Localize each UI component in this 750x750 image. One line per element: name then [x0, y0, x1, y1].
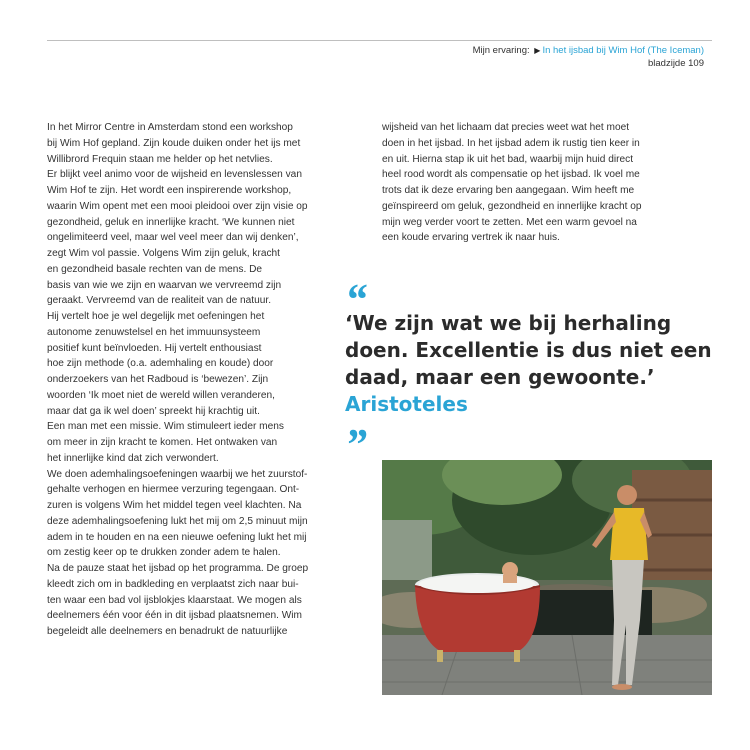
- body-line: deze ademhalingsoefening lukt het mij om 2,5 minuut mijn: [47, 515, 308, 527]
- body-line: geraakt. Vervreemd van de realiteit van de natuur.: [47, 295, 272, 307]
- body-line: woorden ‘Ik moet niet de wereld willen veranderen,: [47, 389, 275, 401]
- play-arrow-icon: ▶: [534, 46, 541, 55]
- left-column: [47, 120, 367, 640]
- body-line: ongelimiteerd veel, maar wel veel meer dan wij denken’,: [47, 232, 299, 244]
- close-quote-icon: ”: [345, 420, 367, 469]
- body-line: trots dat ik deze ervaring ben aangegaan. Wim heeft me: [382, 185, 635, 196]
- pull-quote-author: Aristoteles: [345, 392, 468, 416]
- body-line: begeleidt alle deelnemers en benadrukt de natuurlijke: [47, 626, 288, 637]
- body-line: hoe zijn methode (o.a. ademhaling en koude) door: [47, 358, 274, 370]
- body-line: doen in het ijsbad. In het ijsbad adem ik rustig tien keer in: [382, 137, 640, 149]
- pull-quote-line: ‘We zijn wat we bij herhaling: [345, 311, 672, 335]
- body-line: waarin Wim opent met een mooi pleidooi over zijn visie op: [47, 200, 308, 212]
- body-line: basis van wie we zijn en waarvan we vervreemd zijn: [47, 279, 282, 291]
- body-line: Er blijkt veel animo voor de wijsheid en levenslessen van: [47, 169, 302, 181]
- pull-quote: [345, 310, 725, 418]
- page-number: bladzijde 109: [648, 58, 704, 69]
- body-line: kleedt zich om in badkleding en verplaatst zich naar bui-: [47, 578, 299, 590]
- pull-quote-line: doen. Excellentie is dus niet een: [345, 338, 712, 362]
- body-line: Hij vertelt hoe je wel degelijk met oefeningen het: [47, 311, 265, 322]
- open-quote-icon: “: [345, 275, 367, 324]
- body-line: het innerlijke kind dat zich verwondert.: [47, 452, 219, 464]
- body-line: gezondheid, geluk en innerlijke kracht. ‘We kunnen niet: [47, 216, 295, 228]
- body-line: adem in te houden en na een nieuwe oefening lukt het mij: [47, 531, 307, 543]
- body-line: om zestig keer op te drukken zonder adem te halen.: [47, 547, 281, 559]
- body-line: bij Wim Hof gepland. Zijn koude duiken onder het ijs met: [47, 137, 301, 149]
- running-head: [473, 44, 704, 70]
- body-line: gehalte verhogen en hiermee verzuring tegengaan. Ont-: [47, 484, 300, 496]
- body-line: Na de pauze staat het ijsbad op het programma. De groep: [47, 563, 309, 574]
- body-line: zuren is volgens Wim het middel tegen veel klachten. Na: [47, 500, 302, 511]
- body-line: autonome zenuwstelsel en het immuunsysteem: [47, 326, 261, 338]
- body-line: zegt Wim vol passie. Volgens Wim zijn geluk, kracht: [47, 248, 280, 259]
- pull-quote-line: daad, maar een gewoonte.’: [345, 365, 655, 389]
- ice-bath-photo: [382, 460, 712, 695]
- body-line: om meer in zijn kracht te komen. Het ontwaken van: [47, 437, 278, 448]
- body-line: een koude ervaring vertrek ik naar huis.: [382, 232, 560, 244]
- section-label: Mijn ervaring:: [472, 45, 530, 56]
- body-line: en uit. Hierna stap ik uit het bad, waarbij mijn huid direct: [382, 153, 634, 165]
- body-line: geïnspireerd om geluk, gezondheid en innerlijke kracht op: [382, 200, 642, 212]
- body-line: Een man met een missie. Wim stimuleert ieder mens: [47, 421, 284, 433]
- body-line: heel rood wordt als compensatie op het ijsbad. Ik voel me: [382, 169, 640, 181]
- body-line: We doen ademhalingsoefeningen waarbij we het zuurstof-: [47, 468, 308, 480]
- body-line: mijn weg verder voort te zetten. Met een warm gevoel na: [382, 216, 637, 228]
- body-line: Wim Hof te zijn. Het wordt een inspirerende workshop,: [47, 185, 292, 196]
- body-line: maar dat ga ik wel doen’ spreekt hij krachtig uit.: [47, 405, 260, 417]
- body-line: wijsheid van het lichaam dat precies weet wat het moet: [382, 122, 630, 133]
- chapter-title: In het ijsbad bij Wim Hof (The Iceman): [542, 45, 704, 56]
- running-head-line: [473, 44, 704, 57]
- body-line: In het Mirror Centre in Amsterdam stond een workshop: [47, 122, 293, 133]
- right-column: [382, 120, 717, 246]
- body-line: positief kunt beïnvloeden. Hij vertelt enthousiast: [47, 342, 262, 354]
- body-line: en gezondheid basale rechten van de mens. De: [47, 263, 263, 275]
- top-rule: [47, 40, 712, 41]
- body-line: onderzoekers van het Radboud is ‘bewezen’. Zijn: [47, 374, 269, 385]
- body-line: Willibrord Frequin staan me helder op het netvlies.: [47, 153, 273, 165]
- body-line: deelnemers één voor één in dit ijsbad plaatsnemen. Wim: [47, 610, 302, 622]
- body-line: ten waar een bad vol ijsblokjes klaarstaat. We mogen als: [47, 594, 302, 606]
